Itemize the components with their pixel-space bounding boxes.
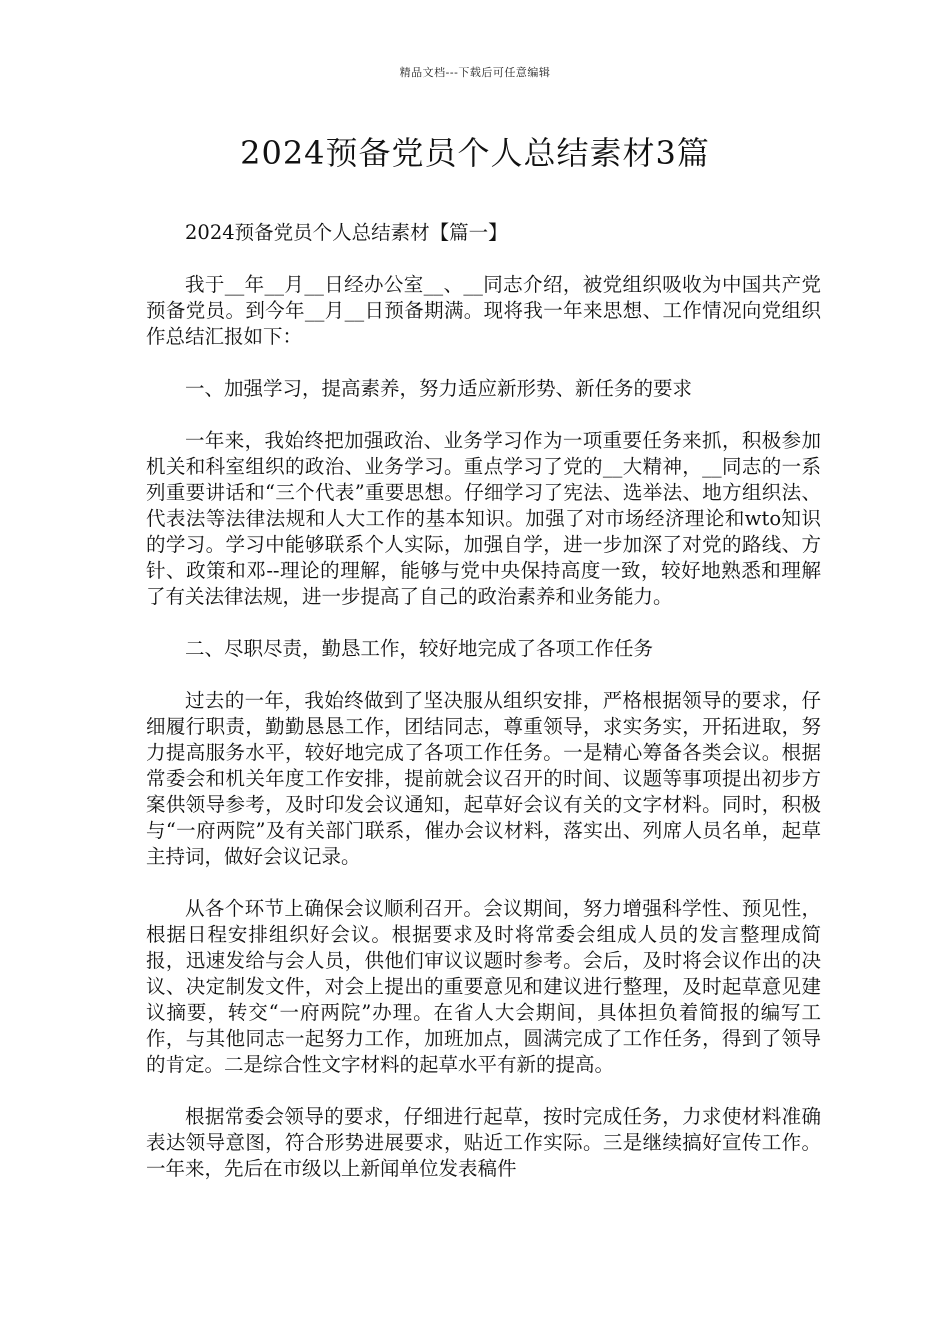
body-paragraph: 根据常委会领导的要求，仔细进行起草，按时完成任务，力求使材料准确表达领导意图，符合形势进展要求，贴近工作实际。三是继续搞好宣传工作。一年来，先后在市级以上新闻单位发表稿件 [146,1105,821,1180]
body-paragraph: 从各个环节上确保会议顺利召开。会议期间，努力增强科学性、预见性，根据日程安排组织好会议。根据要求及时将常委会组成人员的发言整理成简报，迅速发给与会人员，供他们审议议题时参考。会后，及时将会议作出的决议、决定制发文件，对会上提出的重要意见和建议进行整理，及时起草意见建议摘要，转交“一府两院”办理。在省人大会期间，具体担负着简报的编写工作，与其他同志一起努力工作，加班加点，圆满完成了工作任务，得到了领导的肯定。二是综合性文字材料的起草水平有新的提高。 [146,897,821,1076]
body-paragraph: 一年来，我始终把加强政治、业务学习作为一项重要任务来抓，积极参加机关和科室组织的政治、业务学习。重点学习了党的__大精神，__同志的一系列重要讲话和“三个代表”重要思想。仔细学习了宪法、选举法、地方组织法、代表法等法律法规和人大工作的基本知识。加强了对市场经济理论和wto知识的学习。学习中能够联系个人实际，加强自学，进一步加深了对党的路线、方针、政策和邓--理论的理解，能够与党中央保持高度一致，较好地熟悉和理解了有关法律法规，进一步提高了自己的政治素养和业务能力。 [146,429,821,608]
body-paragraph: 过去的一年，我始终做到了坚决服从组织安排，严格根据领导的要求，仔细履行职责，勤勤恳恳工作，团结同志，尊重领导，求实务实，开拓进取，努力提高服务水平，较好地完成了各项工作任务。一是精心筹备各类会议。根据常委会和机关年度工作安排，提前就会议召开的时间、议题等事项提出初步方案供领导参考，及时印发会议通知，起草好会议有关的文字材料。同时，积极与“一府两院”及有关部门联系，催办会议材料，落实出、列席人员名单，起草主持词，做好会议记录。 [146,689,821,868]
page-header: 精品文档---下载后可任意编辑 [399,66,551,79]
document-title: 2024预备党员个人总结素材3篇 [240,134,710,172]
subsection-heading: 一、加强学习，提高素养，努力适应新形势、新任务的要求 [185,377,693,400]
body-paragraph: 我于__年__月__日经办公室__、__同志介绍，被党组织吸收为中国共产党预备党员。到今年__月__日预备期满。现将我一年来思想、工作情况向党组织作总结汇报如下： [146,273,821,348]
subsection-heading: 二、尽职尽责，勤恳工作，较好地完成了各项工作任务 [185,637,654,660]
section-heading: 2024预备党员个人总结素材【篇一】 [185,221,508,244]
document-body [146,220,821,1182]
